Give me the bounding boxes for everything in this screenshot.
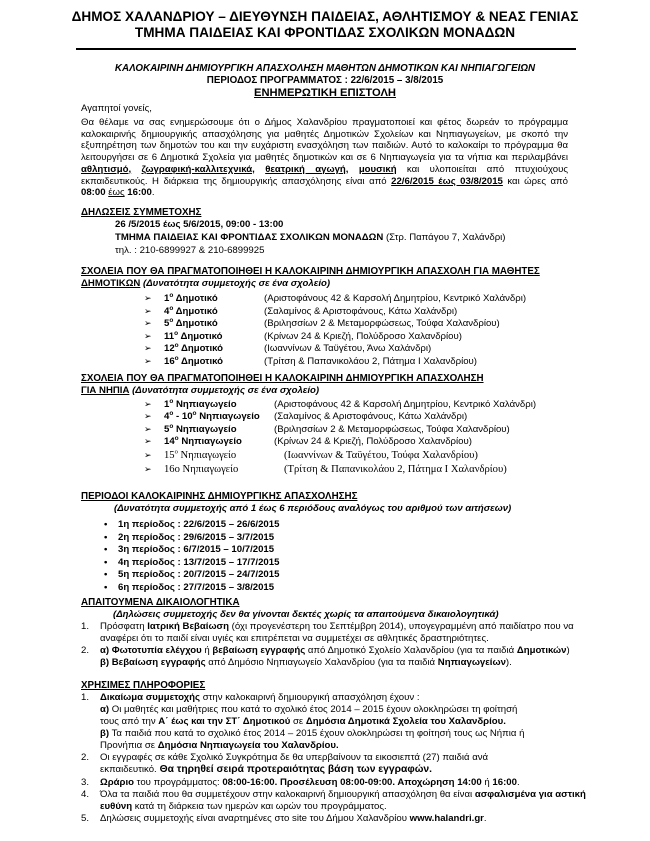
arrow-bullet-icon: ➢ — [144, 318, 152, 328]
required-item-2a: 2. α) Φωτοτυπία ελέγχου ή βεβαίωση εγγραφής από Δημοτικό Σχολείο Χαλανδρίου (για τα παιδιά Δημοτικών) — [81, 645, 570, 656]
periods-note: (Δυνατότητα συμμετοχής από 1 έως 6 περιόδους αναλόγως του αριθμού των αιτήσεων) — [114, 503, 512, 514]
info-item-1: 1. Δικαίωμα συμμετοχής στην καλοκαιρινή δημιουργική απασχόληση έχουν : — [81, 692, 420, 703]
header-divider — [76, 48, 576, 50]
info-heading: ΧΡΗΣΙΜΕΣ ΠΛΗΡΟΦΟΡΙΕΣ — [81, 680, 206, 691]
school-address: (Βριλησσίων 2 & Μεταμορφώσεως, Τούφα Χαλανδρίου) — [274, 424, 510, 435]
period-item: • 2η περίοδος : 29/6/2015 – 3/7/2015 — [104, 531, 275, 543]
kinder-school-item — [144, 399, 536, 411]
school-name: $1^o$ Νηπιαγωγείο — [164, 397, 237, 410]
school-address: (Τρίτση & Παπανικολάου 2, Πάτημα Ι Χαλανδρίου) — [264, 355, 477, 367]
school-name: $4^o - 10^o$ Νηπιαγωγείο — [164, 409, 260, 422]
school-name: 16ο Νηπιαγωγείο — [164, 464, 239, 475]
primary-school-item — [144, 306, 457, 318]
primary-heading-2: ΔΗΜΟΤΙΚΩΝ (Δυνατότητα συμμετοχής σε ένα σχολείο) — [81, 278, 331, 289]
declarations-dates: 26 /5/2015 έως 5/6/2015, 09:00 - 13:00 — [115, 219, 284, 230]
greeting: Αγαπητοί γονείς, — [81, 103, 152, 114]
school-name: $16^o$ Δημοτικό — [164, 354, 224, 367]
school-address: (Σαλαμίνος & Αριστοφάνους, Κάτω Χαλάνδρι) — [274, 411, 468, 422]
info-item-5: 5. Δηλώσεις συμμετοχής είναι αναρτημένες στο site του Δήμου Χαλανδρίου www.halandri.gr. — [81, 813, 487, 824]
bullet-icon: • — [104, 531, 108, 543]
info-item-1b: β) Τα παιδιά που κατά το σχολικό έτος 2014 – 2015 έχουν ολοκληρώσει τη φοίτησή τους ως Νήπια ή — [100, 728, 525, 739]
info-item-1a-cont: τους από την Α΄ έως και την ΣΤ΄ Δημοτικού σε Δημόσια Δημοτικά Σχολεία του Χαλανδρίου. — [100, 716, 506, 727]
school-address: (Τρίτση & Παπανικολάου 2, Πάτημα Ι Χαλανδρίου) — [284, 464, 507, 475]
declarations-phone: τηλ. : 210-6899927 & 210-6899925 — [115, 245, 265, 256]
kinder-school-item — [144, 436, 472, 448]
info-item-4: 4. Όλα τα παιδιά που θα συμμετέχουν στην καλοκαιρινή δημιουργική απασχόληση θα είναι ασφαλισμένα για αστική — [81, 789, 586, 800]
intro-paragraph: Θα θέλαμε να σας ενημερώσουμε ότι ο Δήμος Χαλανδρίου πραγματοποιεί και φέτος δωρεάν το πρόγραμμα καλοκαιρινής δημιουργικής απασχόλησης για μαθητές Δημοτικών Σχολείων και Νηπιαγωγείων, με σκοπό την εξυπηρέτηση των δημοτών του και την ευχάριστη ενασχόληση των παιδιών. Αυτό το καλοκαίρι το πρόγραμμα θα λειτουργήσει σε 6 Δημοτικά Σχολεία για μαθητές δημοτικών και σε 6 Νηπιαγωγεία για τα νήπια και περιλαμβάνει αθλητισμό, ζωγραφική-καλλιτεχνικά, θεατρική αγωγή, μουσική και υλοποιείται από πτυχιούχους εκπαιδευτικούς. Η διάρκεια της δημιουργικής απασχόλησης είναι από 22/6/2015 έως 03/8/2015 και ώρες από 08:00 έως 16:00. — [81, 117, 569, 199]
required-item-2b: β) Βεβαίωση εγγραφής από Δημόσιο Νηπιαγωγείο Χαλανδρίου (για τα παιδιά Νηπιαγωγείων). — [100, 657, 512, 668]
arrow-bullet-icon: ➢ — [144, 411, 152, 421]
arrow-bullet-icon: ➢ — [144, 355, 152, 366]
info-item-1a: α) Οι μαθητές και μαθήτριες που κατά το σχολικό έτος 2014 – 2015 έχουν ολοκληρώσει τη φοίτησή — [100, 704, 518, 715]
arrow-bullet-icon: ➢ — [144, 450, 152, 460]
bullet-icon: • — [104, 556, 108, 568]
header-line-2: ΤΜΗΜΑ ΠΑΙΔΕΙΑΣ ΚΑΙ ΦΡΟΝΤΙΔΑΣ ΣΧΟΛΙΚΩΝ ΜΟΝΑΔΩΝ — [134, 25, 516, 40]
kinder-school-item — [144, 411, 467, 423]
school-name: $11^o$ Δημοτικό — [164, 329, 223, 342]
primary-school-item — [144, 331, 462, 343]
arrow-bullet-icon: ➢ — [144, 293, 152, 303]
period-item: • 3η περίοδος : 6/7/2015 – 10/7/2015 — [104, 544, 275, 556]
kinder-heading: ΣΧΟΛΕΙΑ ΠΟΥ ΘΑ ΠΡΑΓΜΑΤΟΠΟΙΗΘΕΙ Η ΚΑΛΟΚΑΙΡΙΝΗ ΔΗΜΙΟΥΡΓΙΚΗ ΑΠΑΣΧΟΛΗΣΗ — [81, 373, 484, 384]
primary-heading: ΣΧΟΛΕΙΑ ΠΟΥ ΘΑ ΠΡΑΓΜΑΤΟΠΟΙΗΘΕΙ Η ΚΑΛΟΚΑΙΡΙΝΗ ΔΗΜΙΟΥΡΓΙΚΗ ΑΠΑΣΧΟΛΗ ΓΙΑ ΜΑΘΗΤΕΣ — [81, 266, 540, 277]
required-item-1-cont: αναφέρει ότι το παιδί είναι υγιές και επιτρέπεται να συμμετέχει σε αθλητικές δραστηριότητες. — [100, 633, 489, 644]
bullet-icon: • — [104, 569, 108, 581]
school-address: (Αριστοφάνους 42 & Καρσολή Δημητρίου, Κεντρικό Χαλάνδρι) — [264, 293, 527, 304]
arrow-bullet-icon: ➢ — [144, 399, 152, 409]
arrow-bullet-icon: ➢ — [144, 330, 152, 341]
school-name: $14^o$ Νηπιαγωγείο — [164, 434, 242, 447]
arrow-bullet-icon: ➢ — [144, 436, 152, 446]
primary-school-item — [144, 293, 526, 305]
period-item: • 1η περίοδος : 22/6/2015 – 26/6/2015 — [104, 519, 280, 530]
bullet-icon: • — [104, 544, 108, 556]
school-address: (Ιωαννίνων & Ταϋγέτου, Άνω Χαλάνδρι) — [264, 343, 432, 354]
periods-heading: ΠΕΡΙΟΔΟΙ ΚΑΛΟΚΑΙΡΙΝΗΣ ΔΗΜΙΟΥΡΓΙΚΗΣ ΑΠΑΣΧΟΛΗΣΗΣ — [81, 491, 358, 502]
info-item-3: 3. Ωράριο του προγράμματος: 08:00-16:00. Προσέλευση 08:00-09:00. Αποχώρηση 14:00 ή 16:00. — [81, 777, 520, 788]
primary-school-item — [144, 343, 431, 355]
school-address: (Σαλαμίνος & Αριστοφάνους, Κάτω Χαλάνδρι) — [264, 305, 458, 317]
bullet-icon: • — [104, 582, 108, 593]
kinder-school-item — [144, 464, 507, 477]
required-heading: ΑΠΑΙΤΟΥΜΕΝΑ ΔΙΚΑΙΟΛΟΓΗΤΙΚΑ — [81, 597, 240, 608]
school-address: (Βριλησσίων 2 & Μεταμορφώσεως, Τούφα Χαλανδρίου) — [264, 318, 500, 329]
period-item: • 5η περίοδος : 20/7/2015 – 24/7/2015 — [104, 569, 280, 581]
title-line-2: ΠΕΡΙΟΔΟΣ ΠΡΟΓΡΑΜΜΑΤΟΣ : 22/6/2015 – 3/8/2015 — [206, 75, 444, 86]
school-address: (Κρίνων 24 & Κριεζή, Πολύδροσο Χαλανδρίου) — [274, 436, 472, 447]
school-address: (Ιωαννίνων & Ταϋγέτου, Τούφα Χαλανδρίου) — [284, 450, 478, 461]
arrow-bullet-icon: ➢ — [144, 424, 152, 434]
info-item-4-cont: ευθύνη κατά τη διάρκεια των ημερών και ωρών του προγράμματος. — [100, 801, 387, 812]
declarations-heading: ΔΗΛΩΣΕΙΣ ΣΥΜΜΕΤΟΧΗΣ — [81, 207, 202, 218]
kinder-heading-2: ΓΙΑ ΝΗΠΙΑ (Δυνατότητα συμμετοχής σε ένα σχολείο) — [81, 385, 320, 396]
primary-school-item — [144, 356, 477, 368]
primary-school-item — [144, 318, 500, 330]
arrow-bullet-icon: ➢ — [144, 343, 152, 353]
required-note: (Δηλώσεις συμμετοχής δεν θα γίνονται δεκτές χωρίς τα απαιτούμενα δικαιολογητικά) — [113, 609, 499, 620]
arrow-bullet-icon: ➢ — [144, 464, 152, 474]
school-name: $15^o$ Νηπιαγωγείο — [164, 448, 237, 461]
school-address: (Κρίνων 24 & Κριεζή, Πολύδροσο Χαλανδρίου) — [264, 330, 462, 342]
title-line-3: ΕΝΗΜΕΡΩΤΙΚΗ ΕΠΙΣΤΟΛΗ — [254, 87, 396, 99]
declarations-office: ΤΜΗΜΑ ΠΑΙΔΕΙΑΣ ΚΑΙ ΦΡΟΝΤΙΔΑΣ ΣΧΟΛΙΚΩΝ ΜΟΝΑΔΩΝ (Στρ. Παπάγου 7, Χαλάνδρι) — [115, 232, 506, 243]
kinder-school-item — [144, 450, 478, 463]
arrow-bullet-icon: ➢ — [144, 305, 152, 316]
school-name: $5^o$ Δημοτικό — [164, 316, 218, 329]
period-item: • 6η περίοδος : 27/7/2015 – 3/8/2015 — [104, 582, 275, 593]
required-item-1: 1. Πρόσφατη Ιατρική Βεβαίωση (όχι προγενέστερη του Σεπτέμβρη 2014), υπογεγραμμένη από παιδίατρο που να — [81, 621, 574, 632]
title-line-1: ΚΑΛΟΚΑΙΡΙΝΗ ΔΗΜΙΟΥΡΓΙΚΗ ΑΠΑΣΧΟΛΗΣΗ ΜΑΘΗΤΩΝ ΔΗΜΟΤΙΚΩΝ ΚΑΙ ΝΗΠΙΑΓΩΓΕΙΩΝ — [114, 63, 536, 74]
info-item-1b-cont: Προνήπια σε Δημόσια Νηπιαγωγεία του Χαλανδρίου. — [100, 740, 339, 751]
info-item-2: 2. Οι εγγραφές σε κάθε Σχολικό Συγκρότημα δε θα υπερβαίνουν τα εικοσιεπτά (27) παιδιά ανά — [81, 752, 489, 763]
school-name: $12^o$ Δημοτικό — [164, 341, 224, 354]
header-line-1: ΔΗΜΟΣ ΧΑΛΑΝΔΡΙΟΥ – ΔΙΕΥΘΥΝΣΗ ΠΑΙΔΕΙΑΣ, ΑΘΛΗΤΙΣΜΟΥ & ΝΕΑΣ ΓΕΝΙΑΣ — [71, 9, 579, 24]
school-name: $4^o$ Δημοτικό — [164, 304, 218, 317]
school-address: (Αριστοφάνους 42 & Καρσολή Δημητρίου, Κεντρικό Χαλάνδρι) — [274, 399, 537, 410]
school-name: $1^o$ Δημοτικό — [164, 291, 218, 304]
info-item-2-cont: εκπαιδευτικό. Θα τηρηθεί σειρά προτεραιότητας βάση των εγγραφών. — [100, 764, 432, 775]
bullet-icon: • — [104, 519, 108, 530]
school-name: $5^o$ Νηπιαγωγείο — [164, 422, 237, 435]
kinder-school-item — [144, 424, 510, 436]
period-item: • 4η περίοδος : 13/7/2015 – 17/7/2015 — [104, 556, 280, 568]
